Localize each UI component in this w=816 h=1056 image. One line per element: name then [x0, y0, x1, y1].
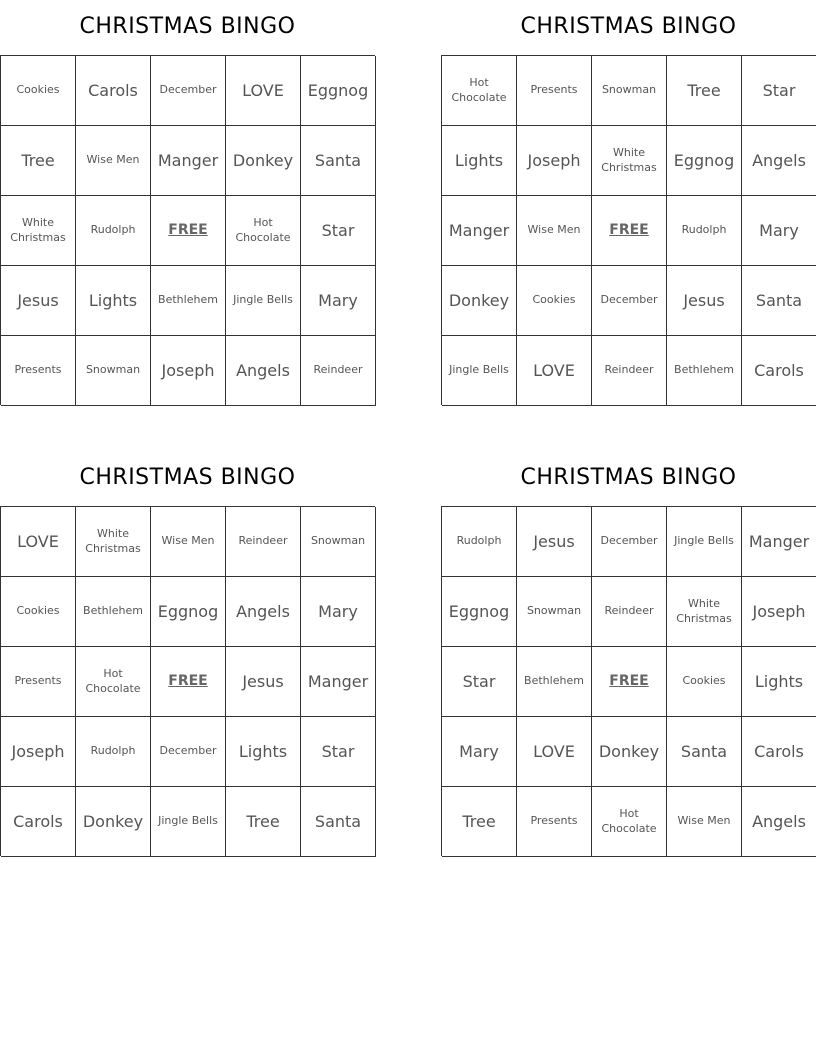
bingo-cell: Reindeer — [226, 507, 301, 577]
bingo-cell: Jingle Bells — [442, 336, 517, 406]
bingo-cell: Presents — [1, 647, 76, 717]
bingo-cell: Manger — [742, 507, 816, 577]
bingo-cell: December — [592, 507, 667, 577]
bingo-cell: Reindeer — [592, 577, 667, 647]
bingo-cell: Wise Men — [517, 196, 592, 266]
bingo-cell: Bethlehem — [667, 336, 742, 406]
bingo-cell: LOVE — [517, 336, 592, 406]
free-space-cell: FREE — [592, 196, 667, 266]
bingo-cell: Mary — [442, 717, 517, 787]
bingo-cell: Manger — [151, 126, 226, 196]
bingo-cell: Hot Chocolate — [76, 647, 151, 717]
bingo-cell: Wise Men — [76, 126, 151, 196]
bingo-cell: Bethlehem — [151, 266, 226, 336]
bingo-cell: Mary — [301, 577, 376, 647]
bingo-cell: Lights — [742, 647, 816, 717]
bingo-cell: Wise Men — [667, 787, 742, 857]
free-space-cell: FREE — [151, 196, 226, 266]
bingo-grid — [0, 506, 375, 856]
bingo-cell: December — [151, 717, 226, 787]
bingo-cell: Carols — [76, 56, 151, 126]
bingo-grid — [0, 55, 375, 405]
bingo-cell: Cookies — [1, 577, 76, 647]
bingo-cell: Donkey — [442, 266, 517, 336]
bingo-cell: Rudolph — [442, 507, 517, 577]
bingo-cell: Lights — [226, 717, 301, 787]
bingo-cell: Angels — [226, 336, 301, 406]
bingo-cell: Reindeer — [301, 336, 376, 406]
bingo-cell: Star — [301, 196, 376, 266]
bingo-cell: Hot Chocolate — [442, 56, 517, 126]
bingo-cell: Carols — [1, 787, 76, 857]
bingo-cell: White Christmas — [667, 577, 742, 647]
bingo-cell: Joseph — [742, 577, 816, 647]
bingo-cell: Jesus — [517, 507, 592, 577]
bingo-cell: Jesus — [226, 647, 301, 717]
bingo-cell: Hot Chocolate — [226, 196, 301, 266]
bingo-cell: Bethlehem — [517, 647, 592, 717]
bingo-cell: Santa — [301, 126, 376, 196]
bingo-grid — [441, 55, 816, 405]
bingo-cell: Donkey — [76, 787, 151, 857]
bingo-cell: Angels — [742, 787, 816, 857]
bingo-cell: Carols — [742, 717, 816, 787]
bingo-cell: Lights — [442, 126, 517, 196]
free-space-cell: FREE — [151, 647, 226, 717]
card-title: CHRISTMAS BINGO — [520, 465, 737, 490]
bingo-cell: Star — [742, 56, 816, 126]
bingo-cell: Tree — [667, 56, 742, 126]
free-space-cell: FREE — [592, 647, 667, 717]
bingo-grid — [441, 506, 816, 856]
bingo-cell: Eggnog — [667, 126, 742, 196]
bingo-cell: December — [592, 266, 667, 336]
bingo-cell: White Christmas — [592, 126, 667, 196]
bingo-cell: Joseph — [1, 717, 76, 787]
bingo-cell: Santa — [301, 787, 376, 857]
bingo-cell: Cookies — [667, 647, 742, 717]
bingo-cell: Carols — [742, 336, 816, 406]
bingo-cell: Star — [442, 647, 517, 717]
bingo-cell: Wise Men — [151, 507, 226, 577]
bingo-cell: Jingle Bells — [226, 266, 301, 336]
bingo-cell: Donkey — [592, 717, 667, 787]
bingo-cell: Jingle Bells — [667, 507, 742, 577]
bingo-cell: Angels — [742, 126, 816, 196]
bingo-cell: Manger — [301, 647, 376, 717]
bingo-cell: LOVE — [1, 507, 76, 577]
bingo-cell: Jingle Bells — [151, 787, 226, 857]
bingo-cell: Angels — [226, 577, 301, 647]
card-title: CHRISTMAS BINGO — [79, 14, 296, 39]
bingo-cell: December — [151, 56, 226, 126]
bingo-cell: Tree — [1, 126, 76, 196]
bingo-cell: Bethlehem — [76, 577, 151, 647]
bingo-cell: Eggnog — [301, 56, 376, 126]
bingo-cell: Rudolph — [667, 196, 742, 266]
bingo-cell: Snowman — [517, 577, 592, 647]
bingo-cell: White Christmas — [1, 196, 76, 266]
bingo-cell: Eggnog — [442, 577, 517, 647]
bingo-cell: Tree — [442, 787, 517, 857]
bingo-cell: Mary — [742, 196, 816, 266]
bingo-cell: LOVE — [517, 717, 592, 787]
bingo-cell: Lights — [76, 266, 151, 336]
bingo-cell: Rudolph — [76, 717, 151, 787]
bingo-cell: Jesus — [1, 266, 76, 336]
bingo-cell: Cookies — [1, 56, 76, 126]
bingo-cell: Joseph — [517, 126, 592, 196]
bingo-cell: LOVE — [226, 56, 301, 126]
bingo-cell: Santa — [742, 266, 816, 336]
bingo-cell: Joseph — [151, 336, 226, 406]
bingo-cell: Reindeer — [592, 336, 667, 406]
bingo-cell: Snowman — [592, 56, 667, 126]
bingo-cell: Tree — [226, 787, 301, 857]
bingo-cell: Presents — [1, 336, 76, 406]
bingo-cell: White Christmas — [76, 507, 151, 577]
bingo-cell: Presents — [517, 787, 592, 857]
bingo-cell: Manger — [442, 196, 517, 266]
bingo-cell: Cookies — [517, 266, 592, 336]
card-title: CHRISTMAS BINGO — [520, 14, 737, 39]
card-title: CHRISTMAS BINGO — [79, 465, 296, 490]
bingo-cell: Eggnog — [151, 577, 226, 647]
bingo-cell: Hot Chocolate — [592, 787, 667, 857]
bingo-cell: Snowman — [76, 336, 151, 406]
bingo-cell: Jesus — [667, 266, 742, 336]
bingo-cell: Santa — [667, 717, 742, 787]
bingo-cell: Rudolph — [76, 196, 151, 266]
bingo-cell: Donkey — [226, 126, 301, 196]
bingo-cell: Mary — [301, 266, 376, 336]
bingo-cell: Snowman — [301, 507, 376, 577]
bingo-cell: Star — [301, 717, 376, 787]
bingo-cell: Presents — [517, 56, 592, 126]
